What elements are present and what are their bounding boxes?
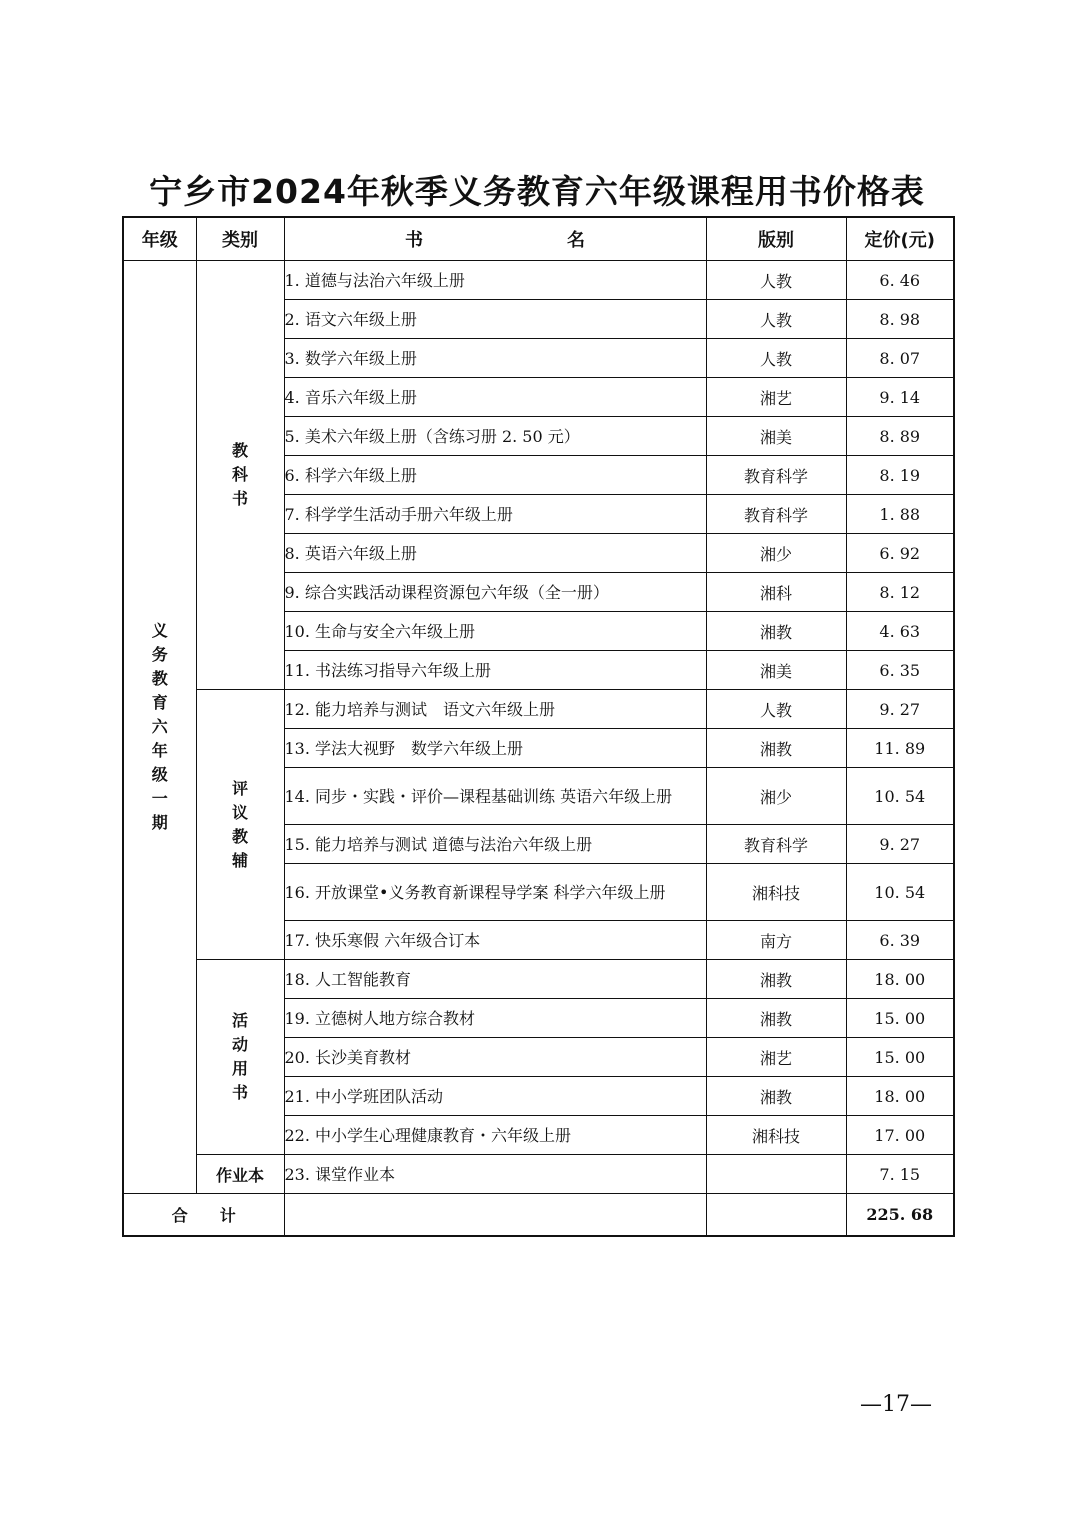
price: 6. 92 [846, 534, 954, 573]
publisher: 湘科技 [706, 864, 846, 921]
price: 8. 12 [846, 573, 954, 612]
book-name: 9. 综合实践活动课程资源包六年级（全一册） [284, 573, 706, 612]
price: 11. 89 [846, 729, 954, 768]
price: 6. 35 [846, 651, 954, 690]
table-row [123, 1155, 954, 1194]
page-number: —17— [860, 1392, 932, 1417]
book-name: 7. 科学学生活动手册六年级上册 [284, 495, 706, 534]
price: 15. 00 [846, 999, 954, 1038]
book-name: 12. 能力培养与测试 语文六年级上册 [284, 690, 706, 729]
publisher: 教育科学 [706, 825, 846, 864]
publisher: 湘教 [706, 999, 846, 1038]
category-textbook: 教科书 [196, 261, 284, 690]
publisher: 湘教 [706, 729, 846, 768]
book-name: 1. 道德与法治六年级上册 [284, 261, 706, 300]
header-price: 定价(元) [846, 217, 954, 261]
publisher: 湘教 [706, 612, 846, 651]
table-row [123, 261, 954, 300]
publisher: 湘科 [706, 573, 846, 612]
publisher [706, 1155, 846, 1194]
price: 17. 00 [846, 1116, 954, 1155]
price: 9. 14 [846, 378, 954, 417]
header-grade: 年级 [123, 217, 196, 261]
price: 7. 15 [846, 1155, 954, 1194]
total-value: 225. 68 [846, 1194, 954, 1237]
total-empty-publisher [706, 1194, 846, 1237]
category-review: 评议教辅 [196, 690, 284, 960]
book-name: 23. 课堂作业本 [284, 1155, 706, 1194]
publisher: 人教 [706, 300, 846, 339]
price: 1. 88 [846, 495, 954, 534]
price: 6. 46 [846, 261, 954, 300]
price: 10. 54 [846, 864, 954, 921]
publisher: 湘艺 [706, 1038, 846, 1077]
book-name: 3. 数学六年级上册 [284, 339, 706, 378]
total-row [123, 1194, 954, 1237]
publisher: 湘艺 [706, 378, 846, 417]
price: 8. 98 [846, 300, 954, 339]
book-name: 5. 美术六年级上册（含练习册 2. 50 元） [284, 417, 706, 456]
category-activity: 活动用书 [196, 960, 284, 1155]
price: 18. 00 [846, 960, 954, 999]
book-name: 10. 生命与安全六年级上册 [284, 612, 706, 651]
price: 10. 54 [846, 768, 954, 825]
book-name: 6. 科学六年级上册 [284, 456, 706, 495]
publisher: 湘教 [706, 960, 846, 999]
price: 8. 19 [846, 456, 954, 495]
header-publisher: 版别 [706, 217, 846, 261]
price: 15. 00 [846, 1038, 954, 1077]
price: 9. 27 [846, 825, 954, 864]
category-homework: 作业本 [196, 1155, 284, 1194]
publisher: 人教 [706, 339, 846, 378]
publisher: 湘少 [706, 768, 846, 825]
total-label: 合 计 [123, 1194, 284, 1237]
table-row [123, 690, 954, 729]
book-name: 13. 学法大视野 数学六年级上册 [284, 729, 706, 768]
price: 6. 39 [846, 921, 954, 960]
book-name: 20. 长沙美育教材 [284, 1038, 706, 1077]
price: 8. 07 [846, 339, 954, 378]
book-name: 11. 书法练习指导六年级上册 [284, 651, 706, 690]
publisher: 南方 [706, 921, 846, 960]
publisher: 湘科技 [706, 1116, 846, 1155]
book-name: 16. 开放课堂•义务教育新课程导学案 科学六年级上册 [284, 864, 706, 921]
publisher: 湘教 [706, 1077, 846, 1116]
header-book-name: 书 名 [284, 217, 706, 261]
price-table [122, 216, 955, 1237]
book-name: 8. 英语六年级上册 [284, 534, 706, 573]
page-title: 宁乡市2024年秋季义务教育六年级课程用书价格表 [149, 172, 925, 211]
book-name: 15. 能力培养与测试 道德与法治六年级上册 [284, 825, 706, 864]
publisher: 湘美 [706, 651, 846, 690]
book-name: 21. 中小学班团队活动 [284, 1077, 706, 1116]
publisher: 人教 [706, 261, 846, 300]
book-name: 22. 中小学生心理健康教育・六年级上册 [284, 1116, 706, 1155]
book-name: 19. 立德树人地方综合教材 [284, 999, 706, 1038]
table-header-row [123, 217, 954, 261]
table-row [123, 960, 954, 999]
publisher: 湘少 [706, 534, 846, 573]
price: 8. 89 [846, 417, 954, 456]
grade-cell: 义务教育六年级一期 [123, 261, 196, 1194]
book-name: 14. 同步・实践・评价—课程基础训练 英语六年级上册 [284, 768, 706, 825]
book-name: 17. 快乐寒假 六年级合订本 [284, 921, 706, 960]
book-name: 18. 人工智能教育 [284, 960, 706, 999]
book-name: 4. 音乐六年级上册 [284, 378, 706, 417]
publisher: 人教 [706, 690, 846, 729]
publisher: 教育科学 [706, 456, 846, 495]
total-empty-name [284, 1194, 706, 1237]
publisher: 教育科学 [706, 495, 846, 534]
publisher: 湘美 [706, 417, 846, 456]
price: 18. 00 [846, 1077, 954, 1116]
book-name: 2. 语文六年级上册 [284, 300, 706, 339]
price: 9. 27 [846, 690, 954, 729]
header-category: 类别 [196, 217, 284, 261]
price: 4. 63 [846, 612, 954, 651]
